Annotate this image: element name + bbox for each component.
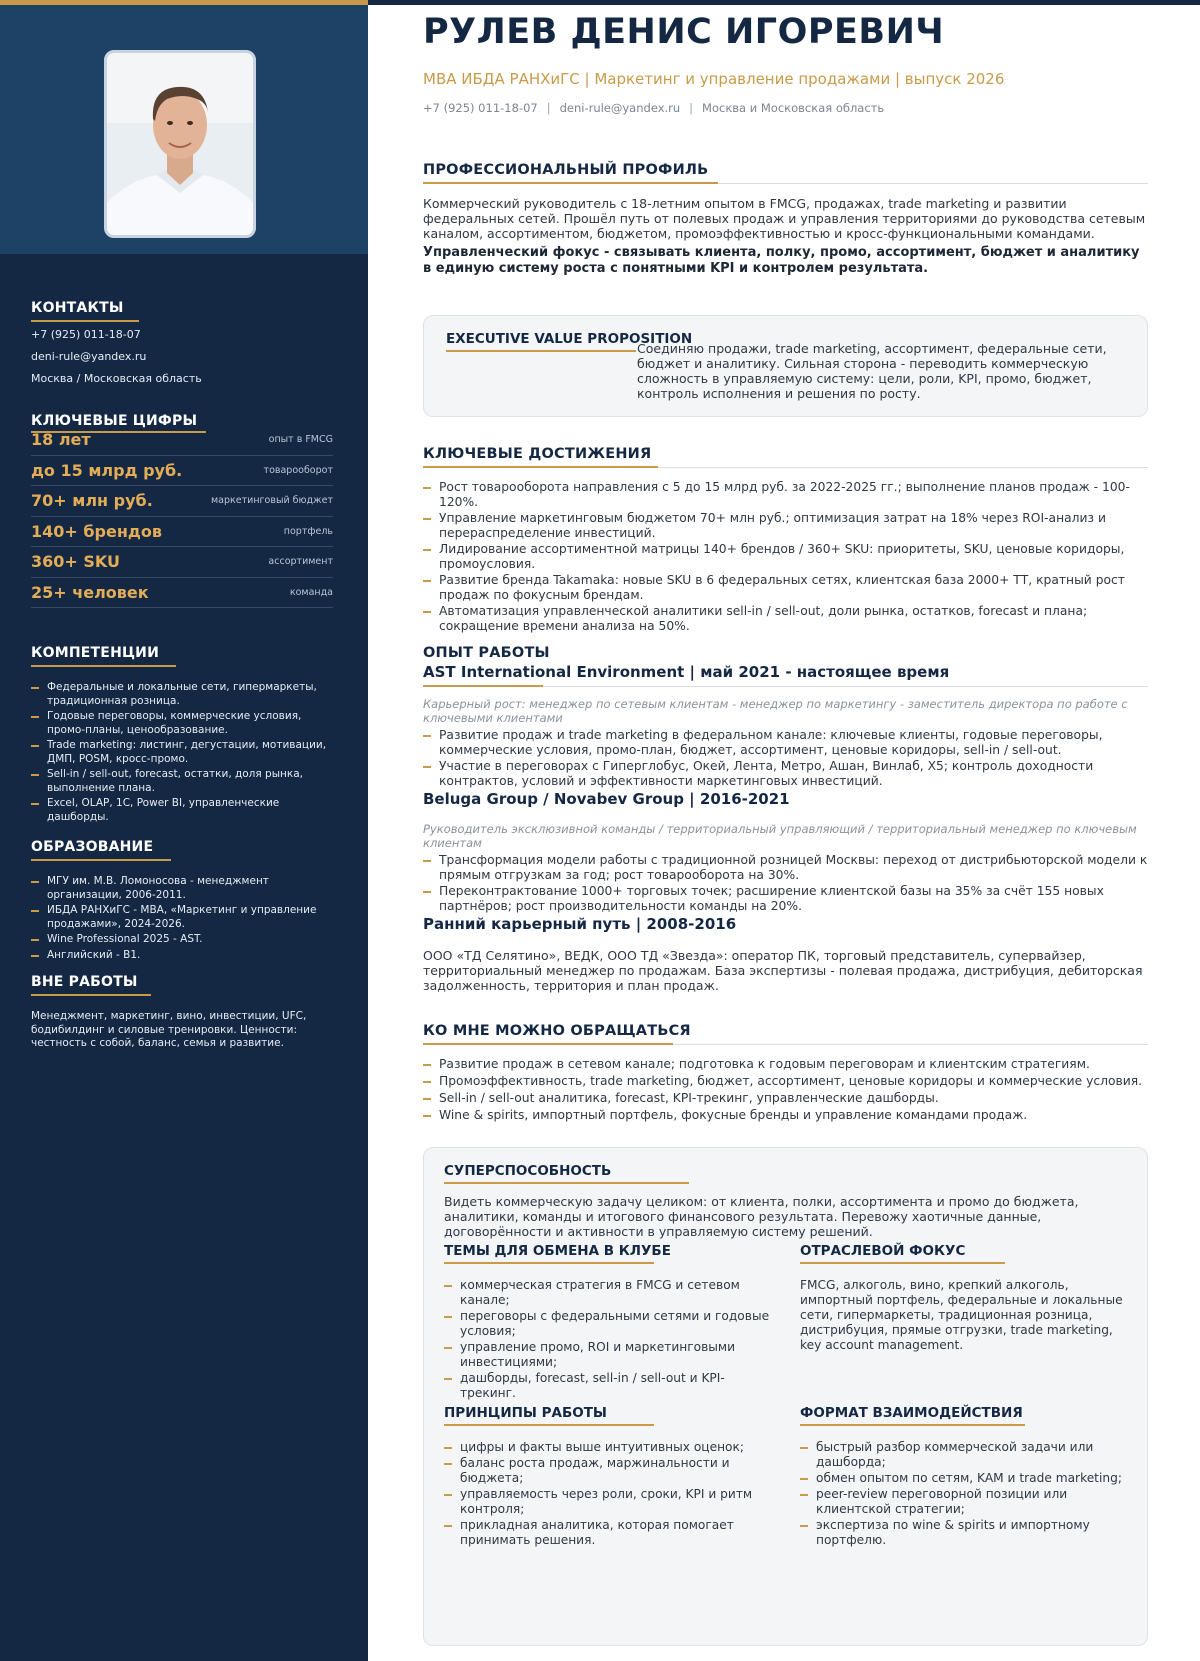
club-topic-item: дашборды, forecast, sell-in / sell-out и KPI-трекинг. xyxy=(444,1371,774,1401)
contact-me-title: КО МНЕ МОЖНО ОБРАЩАТЬСЯ xyxy=(423,1023,691,1039)
competencies-title: КОМПЕТЕНЦИИ xyxy=(31,645,160,661)
education-item: Английский - B1. xyxy=(31,949,333,963)
evp-title: EXECUTIVE VALUE PROPOSITION xyxy=(446,331,693,347)
sidebar xyxy=(0,0,368,1661)
experience-section xyxy=(423,645,1148,993)
evp-card xyxy=(423,315,1148,417)
section-underline xyxy=(423,182,1148,184)
sidebar-phone[interactable]: +7 (925) 011-18-07 xyxy=(31,328,141,341)
experience-title: ОПЫТ РАБОТЫ xyxy=(423,645,550,661)
competency-item: Годовые переговоры, коммерческие условия, промо-планы, ценообразование. xyxy=(31,710,333,737)
main-top-accent xyxy=(368,0,1200,5)
competency-item: Федеральные и локальные сети, гипермаркеты, традиционная розница. xyxy=(31,681,333,708)
sidebar-email[interactable]: deni-rule@yandex.ru xyxy=(31,350,147,363)
key-figure-value: 140+ брендов xyxy=(31,521,162,541)
club-topics-title: ТЕМЫ ДЛЯ ОБМЕНА В КЛУБЕ xyxy=(444,1243,671,1259)
achievements-title: КЛЮЧЕВЫЕ ДОСТИЖЕНИЯ xyxy=(423,446,652,462)
job-duty-item: Участие в переговорах с Гиперглобус, Окей, Лента, Метро, Ашан, Винлаб, X5; контроль доходности контрактов, условий и эффективности маркетинговых инвестиций. xyxy=(423,759,1148,789)
achievement-item: Лидирование ассортиментной матрицы 140+ брендов / 360+ SKU: приоритеты, SKU, ценовые коридоры, промоусловия. xyxy=(423,542,1148,572)
profile-text: Коммерческий руководитель с 18-летним опытом в FMCG, продажах, trade marketing и развитии федеральных сетей. Прошёл путь от полевых продаж и управления территориями до руководства сетевым каналом, ассортиментом, бюджетом, промоэффективностью и кросс-функциональными командами. xyxy=(423,196,1146,241)
competency-item: Excel, OLAP, 1С, Power BI, управленческие дашборды. xyxy=(31,797,333,824)
format-item: peer-review переговорной позиции или клиентской стратегии; xyxy=(800,1487,1130,1517)
principle-item: прикладная аналитика, которая помогает принимать решения. xyxy=(444,1518,774,1548)
header-contacts xyxy=(423,101,884,115)
competency-item: Sell-in / sell-out, forecast, остатки, доля рынка, выполнение плана. xyxy=(31,768,333,795)
header-email[interactable]: deni-rule@yandex.ru xyxy=(559,101,681,115)
section-underline xyxy=(423,466,1148,468)
key-figure-row xyxy=(31,486,333,517)
early-career-text: ООО «ТД Селятино», ВЕДК, ООО ТД «Звезда»: оператор ПК, торговый представитель, супервайзер, территориальный менеджер по продажам. База экспертизы - полевая продажа, дистрибуция, дебиторская задолженность, территория и план продаж. xyxy=(423,948,1143,993)
key-figure-label: команда xyxy=(289,586,333,598)
header-location: Москва и Московская область xyxy=(702,101,885,115)
contact-me-item: Wine & spirits, импортный портфель, фокусные бренды и управление командами продаж. xyxy=(423,1108,1148,1123)
key-figure-row xyxy=(31,456,333,487)
key-figure-row xyxy=(31,547,333,578)
principle-item: цифры и факты выше интуитивных оценок; xyxy=(444,1440,774,1455)
format-item: обмен опытом по сетям, KAM и trade marketing; xyxy=(800,1471,1130,1486)
superpower-card xyxy=(423,1147,1148,1646)
contact-me-item: Развитие продаж в сетевом канале; подготовка к годовым переговорам и клиентским стратегиям. xyxy=(423,1057,1148,1072)
principles-title: ПРИНЦИПЫ РАБОТЫ xyxy=(444,1405,607,1421)
job-duty-item: Переконтрактование 1000+ торговых точек; расширение клиентской базы на 35% за счёт 155 новых партнёров; рост производительности команды на 20%. xyxy=(423,884,1148,914)
key-figure-label: ассортимент xyxy=(268,556,333,568)
achievement-item: Рост товарооборота направления с 5 до 15 млрд руб. за 2022-2025 гг.; выполнение планов продаж - 100-120%. xyxy=(423,480,1148,510)
key-figure-value: до 15 млрд руб. xyxy=(31,460,183,480)
profile-title: ПРОФЕССИОНАЛЬНЫЙ ПРОФИЛЬ xyxy=(423,162,709,178)
sidebar-contacts-title: КОНТАКТЫ xyxy=(31,300,124,316)
section-underline xyxy=(31,994,151,996)
key-figure-value: 25+ человек xyxy=(31,582,149,602)
key-figure-label: опыт в FMCG xyxy=(268,434,333,446)
principle-item: баланс роста продаж, маржинальности и бюджета; xyxy=(444,1456,774,1486)
job-role: Руководитель эксклюзивной команды / территориальный управляющий / территориальный менеджер по ключевым клиентам xyxy=(423,822,1137,850)
education-item: МГУ им. М.В. Ломоносова - менеджмент организации, 2006-2011. xyxy=(31,875,333,902)
section-underline xyxy=(444,1262,654,1264)
key-figure-value: 360+ SKU xyxy=(31,552,121,572)
industry-focus-block xyxy=(800,1243,1130,1353)
separator: | xyxy=(689,101,694,115)
job-heading: AST International Environment | май 2021 - настоящее время xyxy=(423,663,950,681)
format-item: экспертиза по wine & spirits и импортному портфелю. xyxy=(800,1518,1130,1548)
principle-item: управляемость через роли, сроки, KPI и ритм контроля; xyxy=(444,1487,774,1517)
contact-me-item: Sell-in / sell-out аналитика, forecast, KPI-трекинг, управленческие дашборды. xyxy=(423,1091,1148,1106)
section-underline xyxy=(423,685,1148,687)
section-underline xyxy=(31,665,176,667)
section-underline xyxy=(444,1182,689,1184)
key-figure-row xyxy=(31,517,333,548)
evp-text: Соединяю продажи, trade marketing, ассортимент, федеральные сети, бюджет и аналитику. Сильная сторона - переводить коммерческую сложность в управляемую систему: цели, роли, KPI, промо, бюджет, контроль исполнения и решения по росту. xyxy=(637,341,1107,401)
sidebar-location: Москва / Московская область xyxy=(31,372,202,385)
education-title: ОБРАЗОВАНИЕ xyxy=(31,839,154,855)
section-underline xyxy=(31,859,171,861)
competency-item: Trade marketing: листинг, дегустации, мотивации, ДМП, POSM, кросс-промо. xyxy=(31,739,333,766)
key-figures-title: КЛЮЧЕВЫЕ ЦИФРЫ xyxy=(31,413,198,429)
section-underline xyxy=(800,1424,1025,1426)
job-duty-item: Развитие продаж и trade marketing в федеральном канале: ключевые клиенты, годовые переговоры, коммерческие условия, промо-план, бюджет, ассортимент, ценовые коридоры, sell-in / sell-out. xyxy=(423,728,1148,758)
contact-me-section xyxy=(423,1023,1148,1125)
superpower-title: СУПЕРСПОСОБНОСТЬ xyxy=(444,1163,612,1179)
candidate-name: РУЛЕВ ДЕНИС ИГОРЕВИЧ xyxy=(423,12,945,52)
club-topic-item: переговоры с федеральными сетями и годовые условия; xyxy=(444,1309,774,1339)
sidebar-competencies xyxy=(31,644,333,826)
club-topic-item: управление промо, ROI и маркетинговыми инвестициями; xyxy=(444,1340,774,1370)
format-item: быстрый разбор коммерческой задачи или дашборда; xyxy=(800,1440,1130,1470)
separator: | xyxy=(546,101,551,115)
sidebar-contacts xyxy=(31,299,333,390)
sidebar-key-figures xyxy=(31,412,333,608)
achievement-item: Развитие бренда Takamaka: новые SKU в 6 федеральных сетях, клиентская база 2000+ ТТ, кратный рост продаж по фокусным брендам. xyxy=(423,573,1148,603)
education-item: ИБДА РАНХиГС - MBA, «Маркетинг и управление продажами», 2024-2026. xyxy=(31,904,333,931)
outside-work-text: Менеджмент, маркетинг, вино, инвестиции, UFC, бодибилдинг и силовые тренировки. Ценности: честность с собой, баланс, семья и развитие. xyxy=(31,1010,307,1049)
achievement-item: Автоматизация управленческой аналитики sell-in / sell-out, доли рынка, остатков, forecast и плана; сокращение времени анализа на 50%. xyxy=(423,604,1148,634)
portrait-photo xyxy=(104,50,256,238)
section-underline xyxy=(444,1424,654,1426)
key-figure-value: 70+ млн руб. xyxy=(31,491,153,511)
sidebar-outside-work xyxy=(31,973,333,1051)
portrait-illustration xyxy=(107,53,253,235)
outside-work-title: ВНЕ РАБОТЫ xyxy=(31,974,138,990)
profile-section xyxy=(423,162,1148,277)
industry-focus-title: ОТРАСЛЕВОЙ ФОКУС xyxy=(800,1243,966,1259)
section-underline xyxy=(446,350,636,352)
format-title: ФОРМАТ ВЗАИМОДЕЙСТВИЯ xyxy=(800,1405,1023,1421)
section-underline xyxy=(423,1043,1148,1045)
contact-me-item: Промоэффективность, trade marketing, бюджет, ассортимент, ценовые коридоры и коммерческие условия. xyxy=(423,1074,1148,1089)
education-item: Wine Professional 2025 - AST. xyxy=(31,933,333,947)
job-role: Карьерный рост: менеджер по сетевым клиентам - менеджер по маркетингу - заместитель директора по работе с ключевыми клиентами xyxy=(423,697,1128,725)
profile-focus: Управленческий фокус - связывать клиента, полку, промо, ассортимент, бюджет и аналитику в единую систему роста с понятными KPI и контролем результата. xyxy=(423,245,1140,276)
club-topic-item: коммерческая стратегия в FMCG и сетевом канале; xyxy=(444,1278,774,1308)
section-underline xyxy=(800,1262,1005,1264)
job-duty-item: Трансформация модели работы с традиционной розницей Москвы: переход от дистрибьюторской модели к прямым отгрузкам за год; рост товарооборота на 30%. xyxy=(423,853,1148,883)
key-figure-label: маркетинговый бюджет xyxy=(211,495,333,507)
club-topics-block xyxy=(444,1243,774,1402)
key-figure-label: портфель xyxy=(283,525,333,537)
principles-block xyxy=(444,1405,774,1549)
key-figure-row xyxy=(31,578,333,609)
achievement-item: Управление маркетинговым бюджетом 70+ млн руб.; оптимизация затрат на 18% через ROI-анализ и перераспределение инвестиций. xyxy=(423,511,1148,541)
achievements-section xyxy=(423,446,1148,635)
format-block xyxy=(800,1405,1130,1549)
job-heading: Beluga Group / Novabev Group | 2016-2021 xyxy=(423,790,790,808)
early-career-heading: Ранний карьерный путь | 2008-2016 xyxy=(423,915,737,933)
key-figure-value: 18 лет xyxy=(31,430,91,450)
industry-focus-text: FMCG, алкоголь, вино, крепкий алкоголь, импортный портфель, федеральные и локальные сети, гипермаркеты, традиционная розница, дистрибуция, прямые отгрузки, trade marketing, key account management. xyxy=(800,1278,1123,1352)
key-figure-label: товарооборот xyxy=(263,464,333,476)
superpower-text: Видеть коммерческую задачу целиком: от клиента, полки, ассортимента и промо до бюджета, аналитики, команды и итогового финансового результата. Перевожу хаотичные данные, договорённости и активности в управляемую систему решений. xyxy=(444,1194,1079,1239)
candidate-subtitle: MBA ИБДА РАНХиГС | Маркетинг и управление продажами | выпуск 2026 xyxy=(423,70,1005,88)
sidebar-education xyxy=(31,838,333,964)
section-underline xyxy=(31,320,139,322)
header-phone[interactable]: +7 (925) 011-18-07 xyxy=(423,101,538,115)
